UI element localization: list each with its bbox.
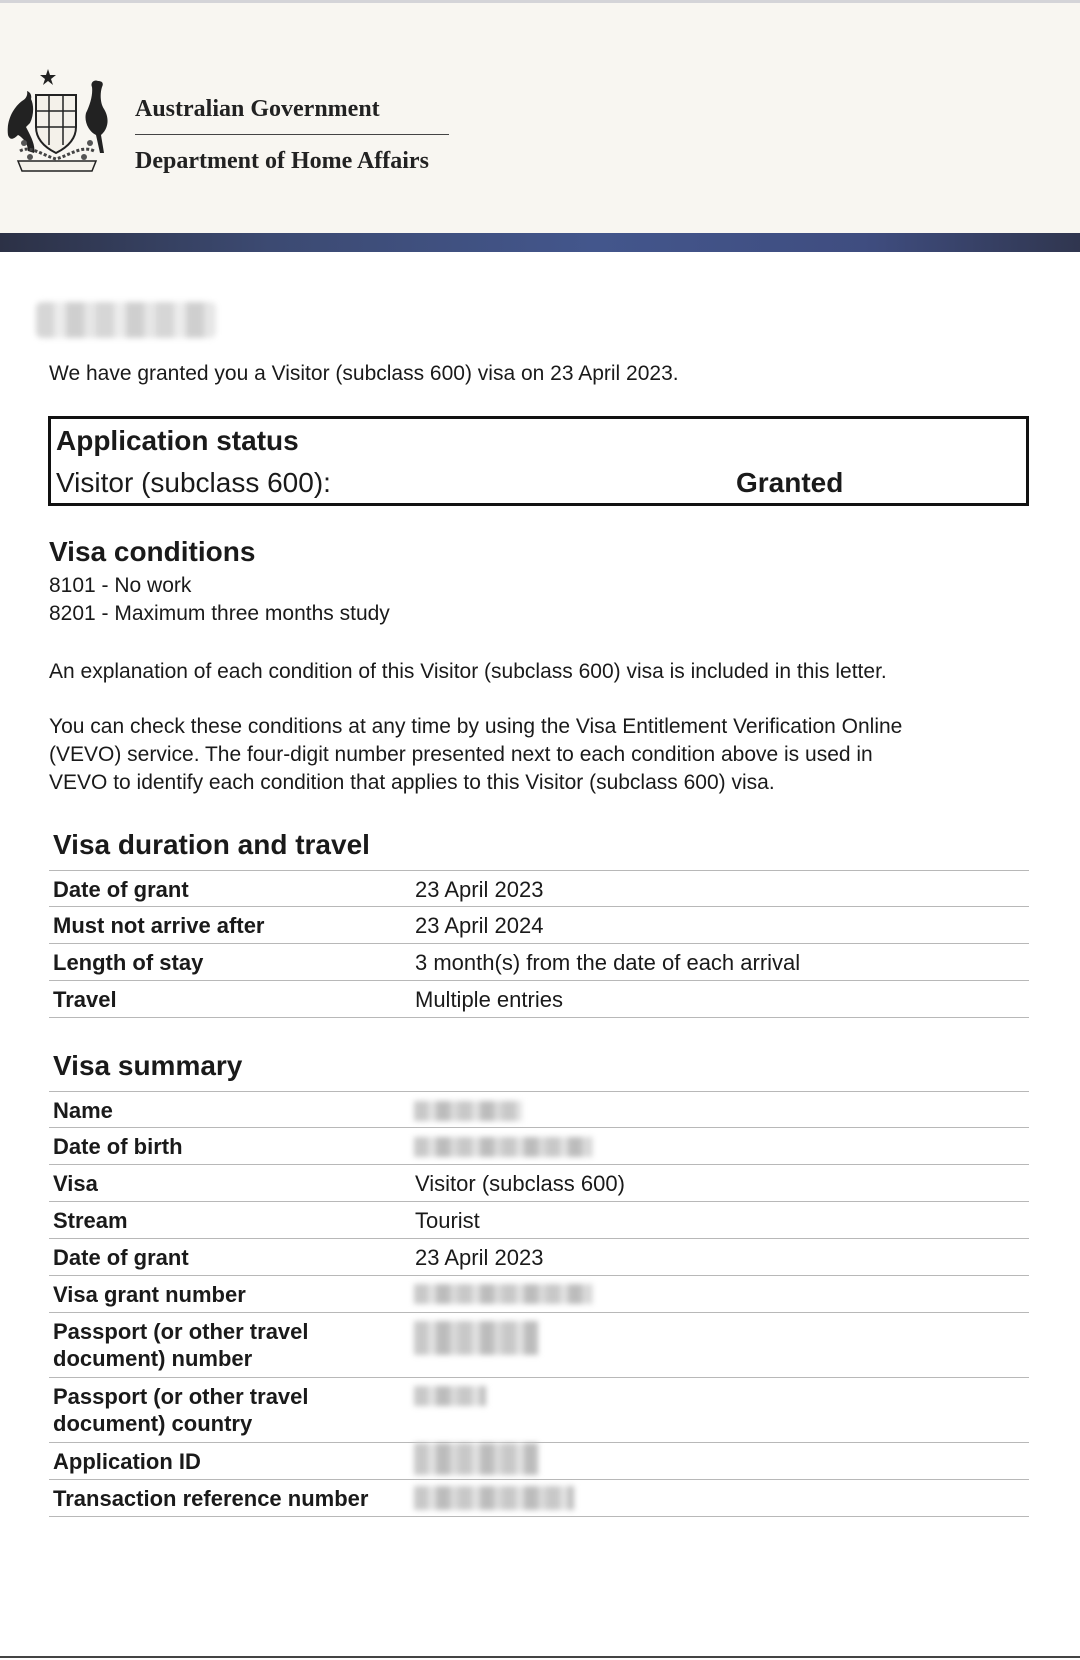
row-label-line: document) country: [53, 1411, 253, 1436]
table-row: [49, 1443, 1029, 1480]
table-row: [49, 1091, 1029, 1128]
redacted-value: [414, 1386, 486, 1406]
table-row: [49, 1480, 1029, 1517]
vevo-paragraph-line: You can check these conditions at any time by using the Visa Entitlement Verification Online: [49, 715, 903, 738]
row-label: Length of stay: [53, 950, 204, 975]
row-label-line: document) number: [53, 1346, 253, 1371]
row-value: 23 April 2024: [415, 913, 544, 938]
table-row: [49, 1313, 1029, 1378]
row-value: Multiple entries: [415, 987, 563, 1012]
row-value: Tourist: [415, 1208, 480, 1233]
condition-item: 8101 - No work: [49, 574, 192, 597]
row-label: Transaction reference number: [53, 1486, 369, 1511]
table-row: [49, 1276, 1029, 1313]
row-label: Visa grant number: [53, 1282, 246, 1307]
redacted-value: [414, 1486, 574, 1510]
row-value: 23 April 2023: [415, 1245, 544, 1270]
row-label: Must not arrive after: [53, 913, 265, 938]
application-status-box: [48, 416, 1029, 506]
letter-header: [0, 3, 1080, 233]
redacted-value: [414, 1284, 592, 1304]
table-row: [49, 1202, 1029, 1239]
visa-duration-heading: Visa duration and travel: [53, 829, 370, 860]
visa-duration-table: [49, 870, 1029, 1018]
table-row: [49, 1239, 1029, 1276]
visa-summary-heading: Visa summary: [53, 1050, 243, 1081]
row-label-line: Passport (or other travel: [53, 1319, 309, 1344]
header-divider: [135, 134, 449, 135]
table-row: [49, 870, 1029, 907]
row-label: Date of grant: [53, 1245, 189, 1270]
bottom-rule: [0, 1656, 1080, 1658]
condition-item: 8201 - Maximum three months study: [49, 602, 390, 625]
redacted-recipient-name: [36, 302, 216, 338]
redacted-value: [414, 1101, 522, 1121]
vevo-paragraph-line: VEVO to identify each condition that applies to this Visitor (subclass 600) visa.: [49, 771, 775, 794]
vevo-paragraph-line: (VEVO) service. The four-digit number presented next to each condition above is used in: [49, 743, 873, 766]
conditions-explanation: An explanation of each condition of this Visitor (subclass 600) visa is included in this letter.: [49, 660, 887, 683]
application-status-label: Visitor (subclass 600):: [56, 467, 331, 498]
department-title: Department of Home Affairs: [135, 148, 429, 174]
row-label: Stream: [53, 1208, 128, 1233]
row-value: 3 month(s) from the date of each arrival: [415, 950, 801, 975]
row-label: [53, 1383, 309, 1437]
table-row: [49, 907, 1029, 944]
row-label: Visa: [53, 1171, 98, 1196]
table-row: [49, 981, 1029, 1018]
row-label: Name: [53, 1098, 113, 1123]
application-status-value: Granted: [736, 467, 844, 498]
table-row: [49, 1378, 1029, 1443]
table-row: [49, 944, 1029, 981]
table-row: [49, 1165, 1029, 1202]
visa-conditions-heading: Visa conditions: [49, 536, 256, 567]
visa-summary-table: [49, 1091, 1029, 1517]
header-band: [0, 233, 1080, 252]
row-value: 23 April 2023: [415, 877, 544, 902]
row-label: Travel: [53, 987, 117, 1012]
row-value: Visitor (subclass 600): [415, 1171, 625, 1196]
coat-of-arms-icon: [0, 65, 125, 180]
application-status-title: Application status: [56, 425, 299, 456]
row-label: Date of grant: [53, 877, 189, 902]
table-row: [49, 1128, 1029, 1165]
row-label: Date of birth: [53, 1134, 183, 1159]
row-label: [53, 1318, 309, 1372]
redacted-value: [414, 1137, 592, 1157]
row-label-line: Passport (or other travel: [53, 1384, 309, 1409]
government-title: Australian Government: [135, 96, 380, 122]
grant-intro: We have granted you a Visitor (subclass 600) visa on 23 April 2023.: [49, 362, 679, 385]
redacted-value: [414, 1443, 538, 1475]
row-label: Application ID: [53, 1449, 201, 1474]
redacted-value: [414, 1321, 538, 1355]
